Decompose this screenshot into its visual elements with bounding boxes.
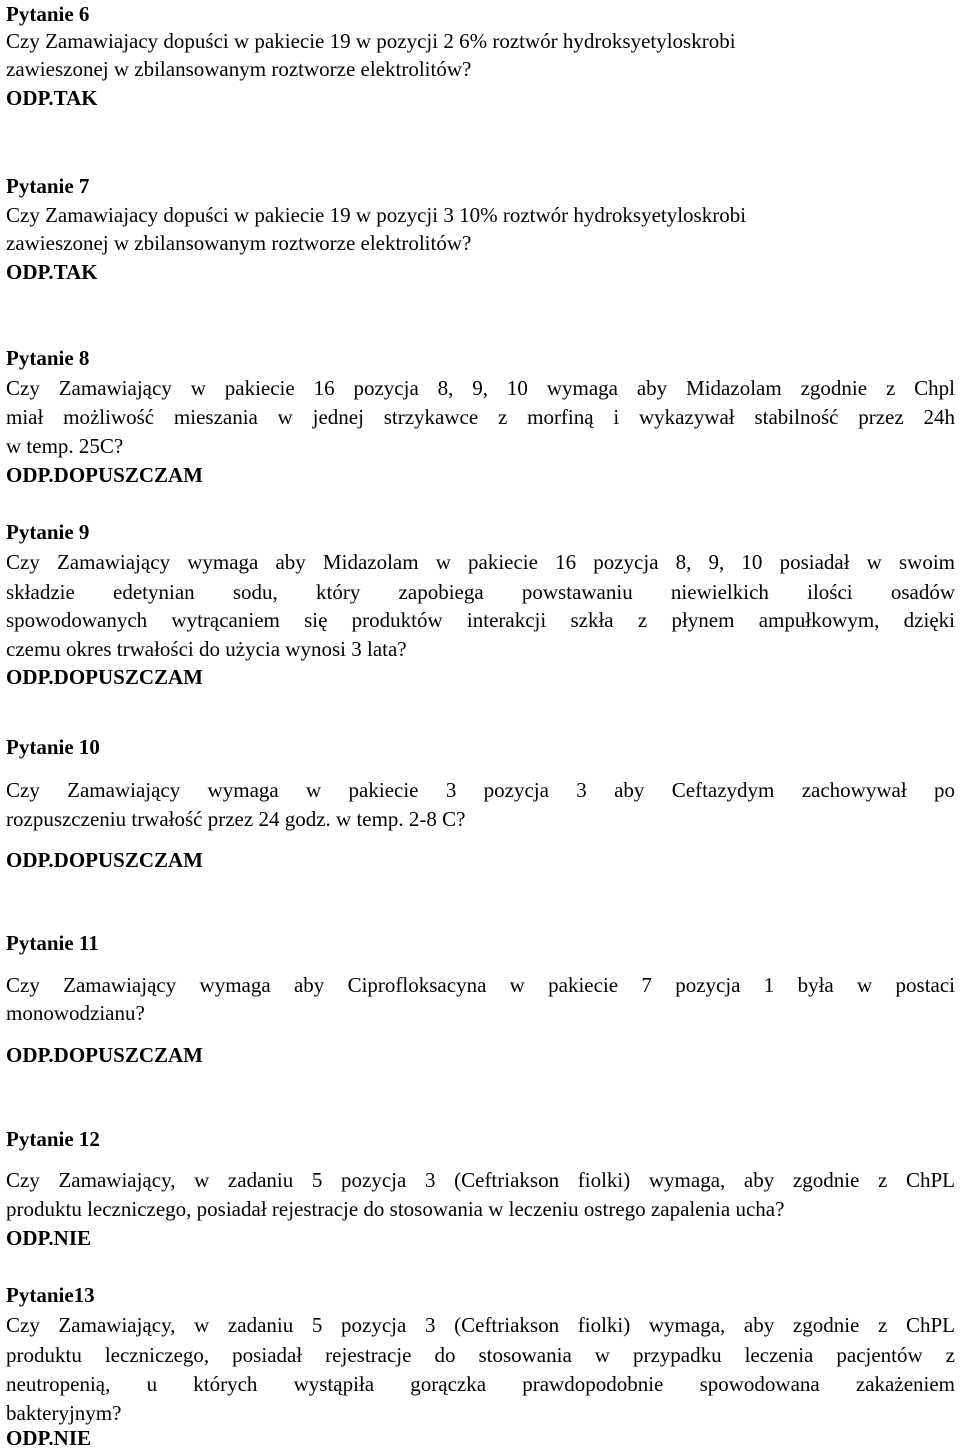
question-8-answer: ODP.DOPUSZCZAM (6, 463, 203, 487)
question-13-line-3: neutropenią, u których wystąpiła gorączka prawdopodobnie spowodowana zakażeniem (6, 1372, 955, 1396)
question-12-answer: ODP.NIE (6, 1226, 91, 1250)
question-8-line-1: Czy Zamawiający w pakiecie 16 pozycja 8, 9, 10 wymaga aby Midazolam zgodnie z Chpl (6, 376, 955, 400)
question-10-answer: ODP.DOPUSZCZAM (6, 848, 203, 872)
question-6-title: Pytanie 6 (6, 2, 90, 26)
question-11-line-1: Czy Zamawiający wymaga aby Ciprofloksacyna w pakiecie 7 pozycja 1 była w postaci (6, 973, 955, 997)
question-12-line-2: produktu leczniczego, posiadał rejestracje do stosowania w leczeniu ostrego zapalenia ucha? (6, 1197, 785, 1221)
question-13-line-4: bakteryjnym? (6, 1401, 122, 1425)
question-7-answer: ODP.TAK (6, 260, 98, 284)
question-9-answer: ODP.DOPUSZCZAM (6, 665, 203, 689)
question-9-title: Pytanie 9 (6, 520, 90, 544)
question-8-line-3: w temp. 25C? (6, 434, 124, 458)
question-12-line-1: Czy Zamawiający, w zadaniu 5 pozycja 3 (Ceftriakson fiolki) wymaga, aby zgodnie z ChPL (6, 1168, 955, 1192)
question-11-answer: ODP.DOPUSZCZAM (6, 1043, 203, 1067)
question-10-line-2: rozpuszczeniu trwałość przez 24 godz. w temp. 2-8 C? (6, 807, 466, 831)
question-8-line-2: miał możliwość mieszania w jednej strzykawce z morfiną i wykazywał stabilność przez 24h (6, 405, 955, 429)
question-12-title: Pytanie 12 (6, 1127, 100, 1151)
question-13-answer: ODP.NIE (6, 1426, 91, 1450)
question-10-title: Pytanie 10 (6, 735, 100, 759)
question-9-line-1: Czy Zamawiający wymaga aby Midazolam w pakiecie 16 pozycja 8, 9, 10 posiadał w swoim (6, 550, 955, 574)
question-7-title: Pytanie 7 (6, 174, 90, 198)
question-11-line-2: monowodzianu? (6, 1001, 145, 1025)
question-7-line-1: Czy Zamawiajacy dopuści w pakiecie 19 w pozycji 3 10% roztwór hydroksyetyloskrobi (6, 203, 747, 227)
question-6-line-2: zawieszonej w zbilansowanym roztworze elektrolitów? (6, 57, 472, 81)
question-11-title: Pytanie 11 (6, 931, 99, 955)
question-13-line-1: Czy Zamawiający, w zadaniu 5 pozycja 3 (Ceftriakson fiolki) wymaga, aby zgodnie z ChPL (6, 1313, 955, 1337)
question-9-line-4: czemu okres trwałości do użycia wynosi 3 lata? (6, 637, 407, 661)
question-13-line-2: produktu leczniczego, posiadał rejestracje do stosowania w przypadku leczenia pacjentów z (6, 1343, 955, 1367)
question-6-answer: ODP.TAK (6, 86, 98, 110)
question-13-title: Pytanie13 (6, 1283, 95, 1307)
question-9-line-3: spowodowanych wytrącaniem się produktów interakcji szkła z płynem ampułkowym, dzięki (6, 608, 955, 632)
question-9-line-2: składzie edetynian sodu, który zapobiega powstawaniu niewielkich ilości osadów (6, 580, 955, 604)
question-7-line-2: zawieszonej w zbilansowanym roztworze elektrolitów? (6, 231, 472, 255)
question-8-title: Pytanie 8 (6, 346, 90, 370)
question-10-line-1: Czy Zamawiający wymaga w pakiecie 3 pozycja 3 aby Ceftazydym zachowywał po (6, 778, 955, 802)
question-6-line-1: Czy Zamawiajacy dopuści w pakiecie 19 w pozycji 2 6% roztwór hydroksyetyloskrobi (6, 29, 736, 53)
